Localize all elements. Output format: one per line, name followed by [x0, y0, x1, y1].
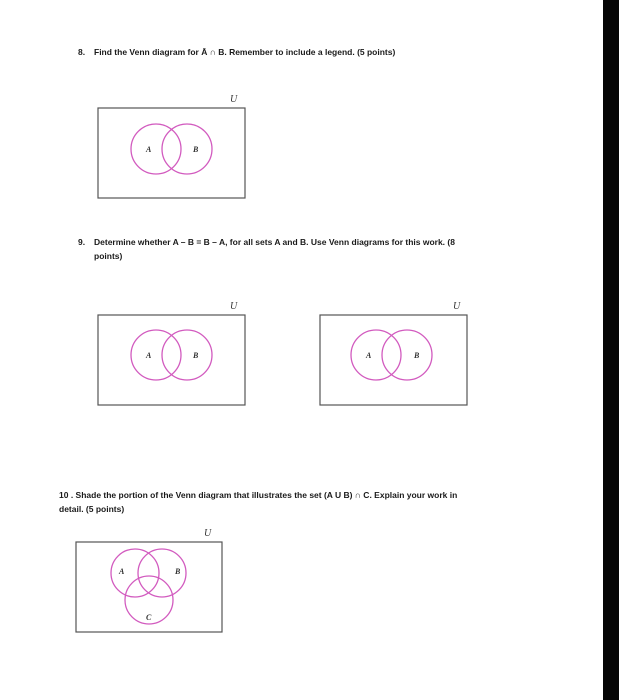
right-edge-bar [603, 0, 619, 700]
label-a: A [146, 351, 152, 360]
label-a: A [366, 351, 372, 360]
circle-a [131, 330, 181, 380]
universe-label: U [453, 301, 461, 312]
circle-b [162, 330, 212, 380]
question-9-text-line2: points) [94, 251, 123, 261]
label-b: B [193, 351, 199, 360]
question-8-number: 8. [78, 47, 86, 57]
question-8-text: Find the Venn diagram for Ā ∩ B. Remember to include a legend. (5 points) [94, 47, 396, 57]
venn-diagram-q8 [97, 90, 247, 202]
label-b: B [414, 351, 420, 360]
venn-diagram-q9-right [319, 297, 469, 409]
universe-label: U [204, 528, 212, 539]
circle-a [351, 330, 401, 380]
question-10-text-line2: detail. (5 points) [59, 504, 125, 514]
venn-diagram-q10 [75, 524, 225, 636]
question-9-text-line1: Determine whether A – B = B – A, for all sets A and B. Use Venn diagrams for this work. (8 [94, 237, 455, 247]
label-c: C [146, 613, 152, 622]
label-a: A [119, 567, 125, 576]
venn-diagram-q9-left [97, 297, 247, 409]
circle-a [131, 124, 181, 174]
question-8 [78, 45, 395, 59]
universe-box [98, 108, 245, 198]
label-b: B [193, 145, 199, 154]
circle-b [382, 330, 432, 380]
label-b: B [175, 567, 181, 576]
question-9-number: 9. [78, 237, 86, 247]
universe-label: U [230, 301, 238, 312]
universe-box [98, 315, 245, 405]
question-9 [78, 235, 455, 263]
universe-label: U [230, 94, 238, 105]
label-a: A [146, 145, 152, 154]
question-10-text-line1: 10 . Shade the portion of the Venn diagram that illustrates the set (A U B) ∩ C. Explain your work in [59, 490, 458, 500]
circle-b [162, 124, 212, 174]
universe-box [320, 315, 467, 405]
question-10 [59, 488, 457, 516]
